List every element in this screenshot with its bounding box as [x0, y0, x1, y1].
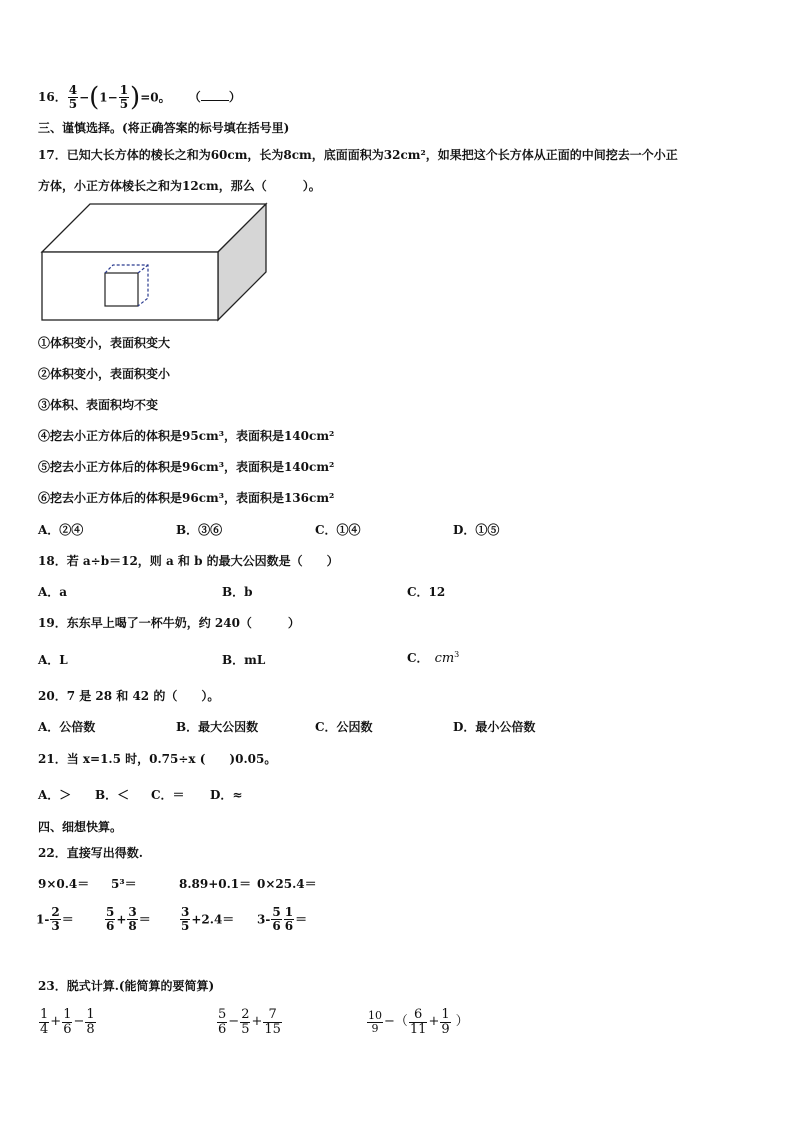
q17-option-6: ⑥挖去小正方体后的体积是96cm³，表面积是136cm² [38, 491, 335, 505]
q17-choice-d[interactable]: D．①⑤ [453, 523, 500, 537]
q22-item-5: 1- $\frac{2}{3}$ ＝ [36, 905, 74, 933]
q22-item-8: 3- $\frac{5}{6}$ $\frac{1}{6}$ ＝ [257, 905, 308, 933]
q17-option-1: ①体积变小，表面积变大 [38, 336, 171, 350]
q20-choice-d[interactable]: D．最小公倍数 [453, 720, 536, 734]
q19-choice-c[interactable]: C． $cm^3$ [407, 650, 460, 666]
q17-stem-line1: 17．已知大长方体的棱长之和为60cm，长为8cm，底面面积为32cm²，如果把这个长方体从正面的中间挖去一个小正 [38, 148, 678, 162]
q19-stem: 19．东东早上喝了一杯牛奶，约 240（ ） [38, 616, 300, 630]
q21-choice-a[interactable]: A．＞ [38, 788, 72, 802]
question-16: 16． $\frac{4}{5}$ −(1− $\frac{1}{5}$ )=0。 （ ） [38, 82, 241, 113]
cuboid-front-face [42, 252, 218, 320]
q19-choice-a[interactable]: A．L [38, 653, 68, 667]
q18-choice-a[interactable]: A．a [38, 585, 68, 599]
q17-option-5: ⑤挖去小正方体后的体积是96cm³，表面积是140cm² [38, 460, 335, 474]
q18-choice-b[interactable]: B．b [222, 585, 253, 599]
q18-stem: 18．若 a÷b＝12，则 a 和 b 的最大公因数是（ ） [38, 554, 339, 568]
q19-choice-b[interactable]: B．mL [222, 653, 266, 667]
cuboid-figure [38, 200, 270, 324]
q21-stem: 21．当 x=1.5 时，0.75÷x ( )0.05。 [38, 752, 277, 766]
q20-choice-b[interactable]: B．最大公因数 [176, 720, 259, 734]
q21-choice-c[interactable]: C．＝ [151, 788, 185, 802]
q20-choice-a[interactable]: A．公倍数 [38, 720, 96, 734]
q21-choice-b[interactable]: B．＜ [95, 788, 130, 802]
q17-choice-b[interactable]: B．③⑥ [176, 523, 223, 537]
q21-choice-d[interactable]: D．≈ [210, 788, 243, 802]
q22-item-4: 0×25.4＝ [257, 877, 317, 891]
q17-choice-a[interactable]: A．②④ [38, 523, 84, 537]
q22-item-2: 5³＝ [111, 877, 137, 891]
q23-expression-1: $\frac{1}{4}$ + $\frac{1}{6}$ − $\frac{1}{8}$ [40, 1006, 95, 1037]
q22-item-6: $\frac{5}{6}$ + $\frac{3}{8}$ ＝ [106, 905, 151, 933]
q23-expression-3: $\frac{10}{9}$ −（ $\frac{6}{11}$ + $\frac{1}{9}$ ） [368, 1006, 469, 1037]
q17-option-3: ③体积、表面积均不变 [38, 398, 159, 412]
q16-fraction-1: $\frac{4}{5}$ [68, 83, 78, 111]
q20-choice-c[interactable]: C．公因数 [315, 720, 373, 734]
q22-stem: 22．直接写出得数. [38, 846, 143, 860]
q20-stem: 20．7 是 28 和 42 的（ ）。 [38, 689, 220, 703]
q16-answer-blank[interactable] [201, 90, 229, 101]
q22-item-3: 8.89+0.1＝ [179, 877, 252, 891]
q17-choice-c[interactable]: C．①④ [315, 523, 361, 537]
q22-item-1: 9×0.4＝ [38, 877, 90, 891]
q16-fraction-2: $\frac{1}{5}$ [119, 83, 129, 111]
q22-item-7: $\frac{3}{5}$ +2.4＝ [181, 905, 235, 933]
q16-number: 16． [38, 90, 67, 104]
q17-stem-line2: 方体，小正方体棱长之和为12cm，那么（ ）。 [38, 179, 321, 193]
q18-choice-c[interactable]: C．12 [407, 585, 446, 599]
q23-expression-2: $\frac{5}{6}$ − $\frac{2}{5}$ + $\frac{7}{15}$ [218, 1006, 281, 1037]
q23-stem: 23．脱式计算.(能简算的要简算) [38, 979, 215, 993]
section-4-heading: 四、细想快算。 [38, 820, 123, 834]
q17-option-4: ④挖去小正方体后的体积是95cm³，表面积是140cm² [38, 429, 335, 443]
q17-option-2: ②体积变小，表面积变小 [38, 367, 171, 381]
section-3-heading: 三、谨慎选择。(将正确答案的标号填在括号里) [38, 121, 290, 135]
